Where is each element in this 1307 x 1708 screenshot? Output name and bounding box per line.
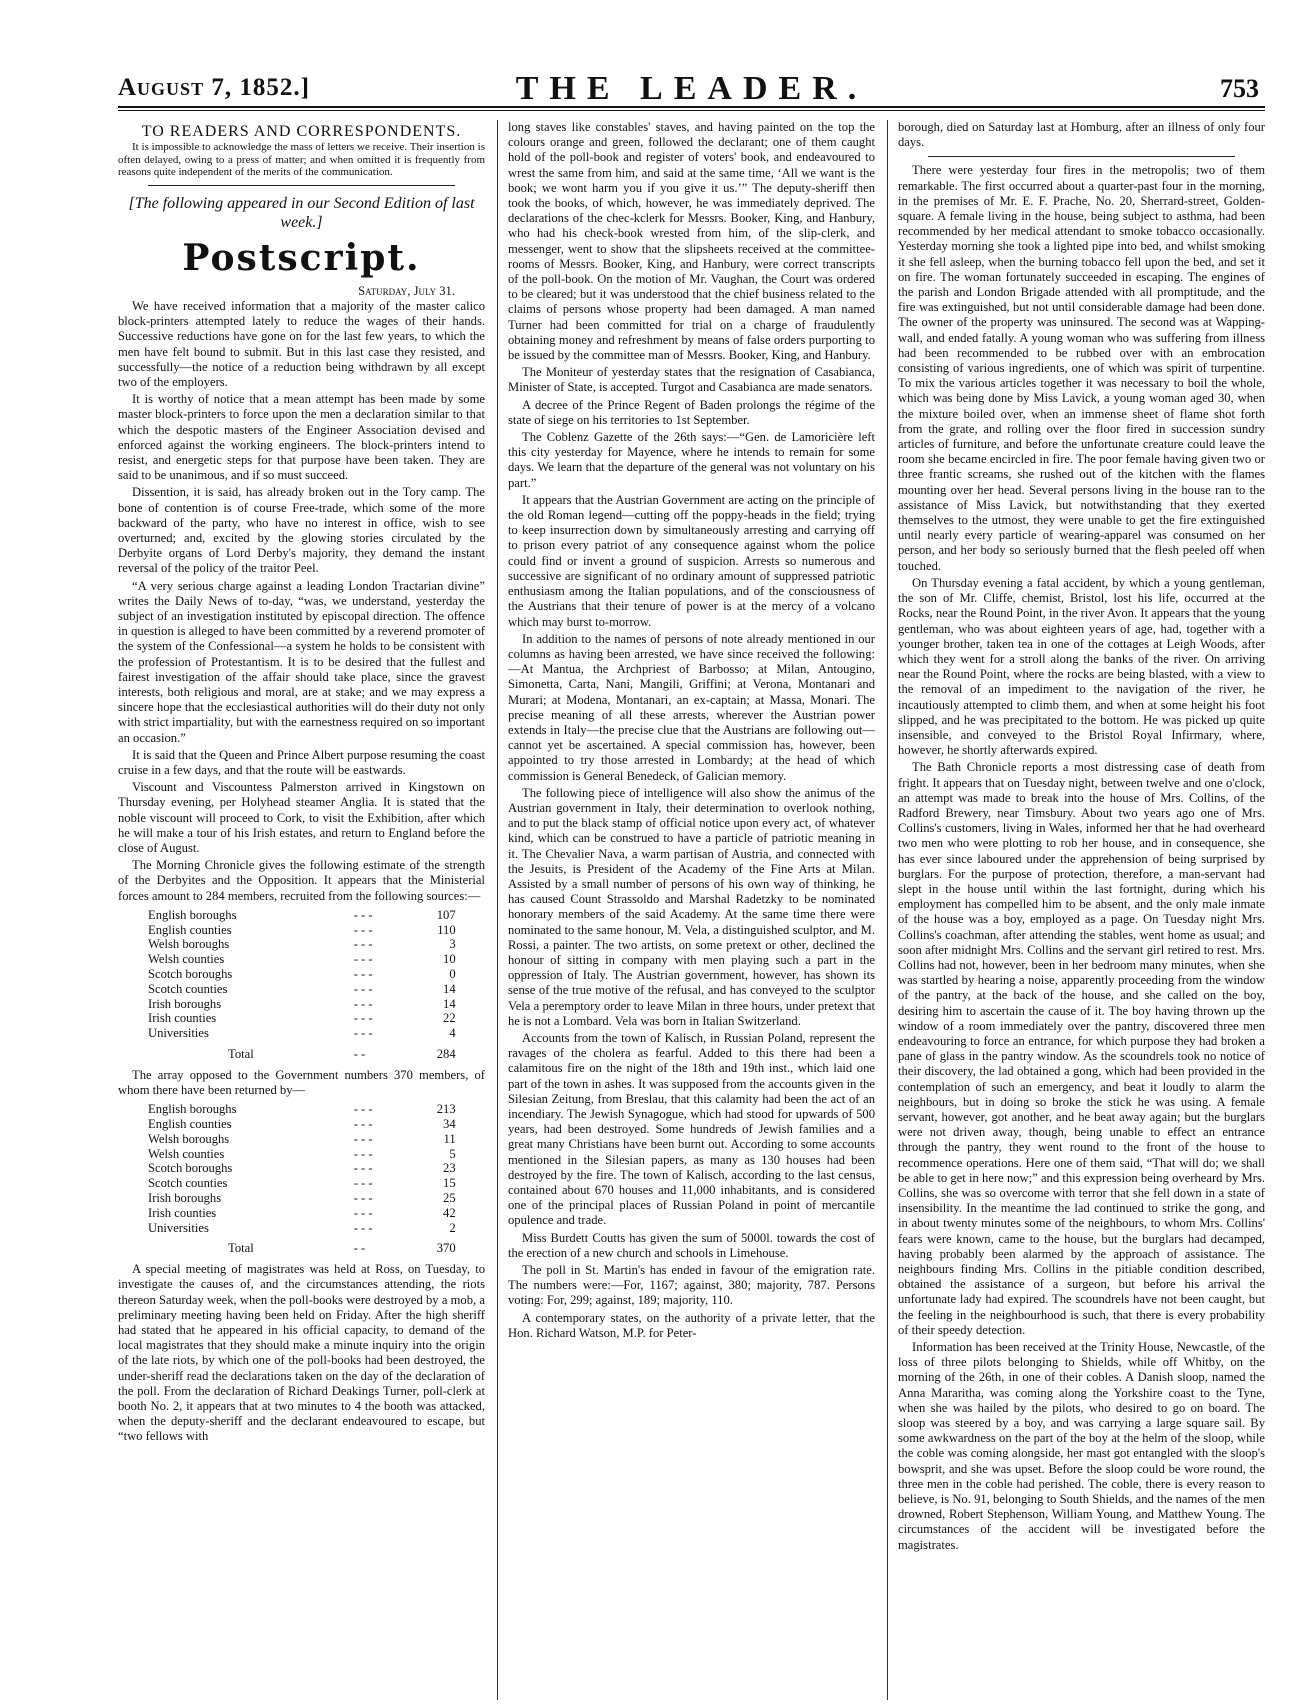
table-row	[148, 1206, 485, 1221]
row-label: Welsh boroughs	[148, 1131, 230, 1146]
row-label: English boroughs	[148, 1102, 237, 1117]
article-paragraph: It is said that the Queen and Prince Albert purpose resuming the coast cruise in a few days, and that the route will be eastwards.	[118, 747, 485, 777]
row-label: Irish counties	[148, 1011, 217, 1026]
postscript-heading: Postscript.	[182, 236, 421, 279]
row-dots: - - -	[353, 1190, 373, 1205]
table-row	[148, 1132, 485, 1147]
row-value: 22	[443, 1011, 456, 1026]
total-label: Total	[228, 1241, 254, 1256]
row-value: 3	[449, 937, 456, 952]
row-label: Welsh counties	[148, 952, 225, 967]
row-label: English counties	[148, 922, 232, 937]
row-value: 11	[443, 1131, 456, 1146]
row-value: 14	[443, 981, 456, 996]
row-label: Scotch counties	[148, 981, 228, 996]
row-dots: - - -	[353, 952, 373, 967]
row-value: 10	[443, 952, 456, 967]
divider	[148, 185, 455, 186]
readers-notice: It is impossible to acknowledge the mass of letters we receive. Their insertion is often delayed, owing to a press of matter; and when omitted it is frequently from reasons quite independent of the merits of the communication.	[118, 141, 485, 179]
row-dots: - - -	[353, 1026, 373, 1041]
row-label: Irish boroughs	[148, 996, 222, 1011]
table-row	[148, 1117, 485, 1132]
row-label: Welsh counties	[148, 1146, 225, 1161]
article-paragraph: The Morning Chronicle gives the following estimate of the strength of the Derbyites and the Opposition. It appears that the Ministerial forces amount to 284 members, recruited from the following sources:—	[118, 858, 485, 903]
table-row	[148, 1176, 485, 1191]
row-value: 107	[436, 907, 456, 922]
article-paragraph: In addition to the names of persons of note already mentioned in our columns as having been arrested, we have since received the following:—At Mantua, the Archpriest of Barbosso; at Milan, Antougino, Simonetta, Carta, Nani, Mangili, Griffini; at Verona, Montanari and Murari; at Modena, Montanari, an ex-captain; at Massa, Monari. The precise meaning of all these arrests, wherever the Austrian power extends in Italy—the precise clue that the Austrians are following out—cannot yet be ascertained. A special commission has, however, been appointed to try those arrested in Lombardy; at the head of which commission is General Benedeck, of Galician memory.	[508, 631, 875, 783]
article-paragraph: On Thursday evening a fatal accident, by which a young gentleman, the son of Mr. Cliffe, chemist, Bristol, lost his life, occurred at the Rocks, near the Round Point, in the river Avon. It appears that the young gentleman, who was about eighteen years of age, had, together with a younger brother, taken tea in one of the cottages at Leigh Woods, after which they went for a stroll along the banks of the river. On arriving near the Round Point, where the rocks are being blasted, with a view to the removal of an impediment to the navigation of the river, he incautiously attempted to climb them, and when at some height his foot slipped, and he was precipitated to the bottom. He was picked up quite insensible, and conveyed to the Bristol Royal Infirmary, where, however, he shortly afterwards expired.	[898, 575, 1265, 758]
table-row	[148, 952, 485, 967]
row-label: Scotch counties	[148, 1176, 228, 1191]
row-value: 2	[449, 1220, 456, 1235]
table-row	[148, 982, 485, 997]
table-row	[148, 1191, 485, 1206]
row-label: Universities	[148, 1220, 209, 1235]
row-label: Irish boroughs	[148, 1190, 222, 1205]
row-dots: - - -	[353, 1102, 373, 1117]
article-paragraph: A special meeting of magistrates was held at Ross, on Tuesday, to investigate the causes of, and the circumstances attending, the riots thereon Saturday week, when the poll-books were destroyed by a mob, a preliminary meeting having been held on Friday. After the high sheriff had stated that he appeared in his official capacity, to demand of the local magistrates that they should make a minute inquiry into the origin of the late riots, by which one of the poll-books had been destroyed, the under-sheriff read the declarations taken on the day of the declaration of the poll. From the declaration of Richard Deakings Turner, poll-clerk at booth No. 2, it appears that at two minutes to 4 the booth was attacked, when the deputy-sheriff and the declarant endeavoured to escape, but “two fellows with	[118, 1262, 485, 1444]
article-paragraph: Information has been received at the Trinity House, Newcastle, of the loss of three pilots belonging to Shields, while off Whitby, on the morning of the 26th, in one of their cobles. A Danish sloop, named the Anna Mararitha, was coming along the Yorkshire coast to the Tyne, when she was hailed by the pilots, who desired to go on board. The sloop was steered by a boy, and was carrying a large square sail. By some awkwardness on the part of the boy at the helm of the sloop, while the coble was coming alongside, her mast got entangled with the sloop's bowsprit, and she was upset. Before the sloop could be wore round, the three men in the coble had perished. The coble, there is every reason to believe, is No. 91, belonging to South Shields, and the names of the men drowned, Robert Stephenson, William Young, and Matthew Young. The circumstances of the accident will be investigated before the magistrates.	[898, 1340, 1265, 1552]
row-label: Universities	[148, 1026, 209, 1041]
columns	[118, 120, 1265, 1700]
row-dots: - - -	[353, 967, 373, 982]
table-total-row	[148, 1235, 485, 1256]
column-1	[118, 120, 485, 1700]
table-row	[148, 1221, 485, 1236]
article-paragraph: The poll in St. Martin's has ended in favour of the emigration rate. The numbers were:—For, 1167; against, 380; majority, 787. Persons voting: For, 299; against, 189; majority, 110.	[508, 1263, 875, 1308]
row-dots: - -	[353, 1047, 366, 1061]
row-dots: - - -	[353, 1220, 373, 1235]
row-dots: - - -	[353, 937, 373, 952]
row-label: Irish counties	[148, 1205, 217, 1220]
article-paragraph: A contemporary states, on the authority of a private letter, that the Hon. Richard Watson, M.P. for Peter-	[508, 1310, 875, 1340]
column-3	[887, 120, 1265, 1700]
opposition-table	[148, 1102, 485, 1256]
article-paragraph: “A very serious charge against a leading London Tractarian divine” writes the Daily News of to-day, “was, we understand, yesterday the subject of an investigation instituted by episcopal direction. The offence in question is alleged to have been committed by a reverend promoter of the system of the Confessional—a system he holds to be consistent with the profession of Protestantism. It is to be desired that the fullest and fairest investigation of the affair should take place, since the gravest interests, both religious and moral, are at stake; and we may express a sincere hope that the ecclesiastical authorities will do their duty not only with strict impartiality, but with the earnestness required on so important an occasion.”	[118, 578, 485, 745]
masthead	[118, 44, 1265, 107]
column-2	[497, 120, 875, 1700]
table-row	[148, 1011, 485, 1026]
row-dots: - -	[353, 1241, 366, 1256]
total-label: Total	[228, 1047, 254, 1061]
row-value: 5	[449, 1146, 456, 1161]
row-dots: - - -	[353, 1146, 373, 1161]
row-label: Welsh boroughs	[148, 937, 230, 952]
divider	[928, 156, 1235, 157]
row-value: 213	[436, 1102, 456, 1117]
table-row	[148, 937, 485, 952]
row-label: Scotch boroughs	[148, 1161, 233, 1176]
article-paragraph: We have received information that a majority of the master calico block-printers attempted lately to reduce the wages of their hands. Successive reductions have gone on for the last few years, to which the men have felt bound to submit. But in this last case they resisted, and successfully—the notice of a reduction being withdrawn by all except two of the employers.	[118, 298, 485, 389]
total-value: 370	[436, 1241, 456, 1256]
article-paragraph: There were yesterday four fires in the metropolis; two of them remarkable. The first occurred about a quarter-past four in the morning, in the premises of Mr. E. F. Prache, No. 20, Sherrard-street, Golden-square. A female living in the house, being subject to asthma, had been recommended by her medical attendant to smoke tobacco occasionally. Yesterday morning she took a lighted pipe into bed, and whilst smoking it she fell asleep, when the burning tobacco fell upon the bed, and set it on fire. The woman fortunately succeeded in escaping. The engines of the parish and London Brigade attended with all promptitude, and the fire was extinguished, but not until considerable damage had been done. The owner of the property was uninsured. The second was at Wapping-wall, and ended fatally. A young woman who was suffering from illness had been recommended to be rubbed over with an embrocation consisting of various ingredients, one of which was spirit of turpentine. To mix the various articles together it was necessary to boil the whole, which was being done by Miss Lavick, a young woman aged 30, when the mixture boiled over, when an immense sheet of flame shot forth from the grate, and rolling over the floor fired in succession sundry articles of furniture, and before the unfortunate creature could leave the room she became encircled in fire. The poor female having given two or three frantic screams, she rushed out of the kitchen with the flames mounting over her head. Several persons living in the house ran to the assistance of Miss Lavick, but notwithstanding that they exerted themselves to the utmost, they were unable to get the fire extinguished until nearly every particle of wearing-apparel was consumed on her person, and her body so seriously burned that the flesh peeled off when touched.	[898, 163, 1265, 573]
article-paragraph: It is worthy of notice that a mean attempt has been made by some master block-printers to force upon the men a declaration similar to that which the despotic masters of the Engineer Association devised and enforced against the working engineers. The block-printers intend to resist, and energetic steps for that purpose have been taken. They are said to be unanimous, and if so must succeed.	[118, 392, 485, 483]
row-label: English boroughs	[148, 907, 237, 922]
row-dots: - - -	[353, 996, 373, 1011]
row-dots: - - -	[353, 1161, 373, 1176]
row-value: 0	[449, 967, 456, 982]
article-paragraph: A decree of the Prince Regent of Baden prolongs the régime of the state of siege on his territories to 1st September.	[508, 397, 875, 427]
article-paragraph: Viscount and Viscountess Palmerston arrived in Kingstown on Thursday evening, per Holyhead steamer Anglia. It is stated that the noble viscount will proceed to Cork, to visit the Exhibition, after which he will make a tour of his Irish estates, and return to England before the close of August.	[118, 780, 485, 856]
row-dots: - - -	[353, 981, 373, 996]
article-paragraph: The array opposed to the Government numbers 370 members, of whom there have been returned by—	[118, 1067, 485, 1097]
table-row	[148, 997, 485, 1012]
table-row	[148, 1026, 485, 1041]
article-paragraph: It appears that the Austrian Government are acting on the principle of the old Roman legend—cutting off the poppy-heads in the field; trying to keep insurrection down by simultaneously arresting and carrying off to prison every patriot of any consequence against whom the police could find or invent a ground of suspicion. Arrests so numerous and successive are significant of no ordinary amount of suppressed patriotic enthusiasm among the Italian populations, and of the consciousness of the Austrians that their tenure of power is at the mercy of a volcano which may burst to-morrow.	[508, 492, 875, 629]
row-value: 15	[443, 1176, 456, 1191]
article-paragraph: The Moniteur of yesterday states that the resignation of Casabianca, Minister of State, is accepted. Turgot and Casabianca are made senators.	[508, 365, 875, 395]
table-row	[148, 908, 485, 923]
table-total-row	[148, 1041, 485, 1062]
dateline: Saturday, July 31.	[358, 283, 455, 298]
table-row	[148, 1147, 485, 1162]
masthead-rule-thin	[118, 110, 1265, 111]
row-value: 14	[443, 996, 456, 1011]
page-number: 753	[1220, 74, 1259, 103]
total-value: 284	[436, 1047, 456, 1061]
article-paragraph: long staves like constables' staves, and having painted on the top the colours orange and green, followed the declarant; one of them caught hold of the poll-book and register of voters' book, and endeavoured to wrest the same from him, and said at the same time, ‘All we want is the book; we wont harm you if you give it us.’” The deputy-sheriff then took the books, of which, however, he was immediately deprived. The declarations of the chec-kclerk for Messrs. Booker, King, and Hanbury, who had his check-book wrested from him, of the slip-clerk, and messenger, went to show that the slipsheets received at the committee-rooms of Messrs. Booker, King, and Hanbury, were correct transcripts of the poll-book. On the motion of Mr. Vaughan, the Court was ordered to be cleared; but it was understood that the chief business related to the claims of persons whose property had been damaged. A man named Turner had been committed for trial on a charge of fraudulently obtaining money and refreshment by means of false orders purporting to be issued by the committee man of Messrs. Booker, King, and Hanbury.	[508, 120, 875, 363]
newspaper-title: THE LEADER.	[515, 70, 868, 107]
row-dots: - - -	[353, 1117, 373, 1131]
row-value: 42	[443, 1205, 456, 1220]
row-label: Scotch boroughs	[148, 967, 233, 982]
row-value: 110	[437, 922, 456, 937]
article-paragraph: The following piece of intelligence will also show the animus of the Austrian government in Italy, their determination to overlook nothing, and to put the black stamp of official notice upon every act, of whatever kind, which can be construed to have a particle of patriotic meaning in it. The Chevalier Nava, a warm partisan of Austria, and connected with the Jesuits, is President of the Academy of the Fine Arts at Milan. Assisted by a small number of persons of his own way of thinking, he has caused Count Strassoldo and Marshal Radetzky to be nominated honorary members of the said Academy. At the same time there were nominated to the same honour, M. Vela, a distinguished sculptor, and M. Rossi, a painter. The two artists, on some pretext or other, declined the honour of sitting in company with men playing such a part in the oppression of Italy. The Austrian government, however, has shown its sense of the true motive of the refusal, and has conveyed to the sculptor Vela a peremptory order to leave Milan in three hours, under pretext that he is not a Lombard. Vela was born in Italian Switzerland.	[508, 785, 875, 1028]
masthead-rule	[118, 106, 1265, 108]
article-paragraph: borough, died on Saturday last at Homburg, after an illness of only four days.	[898, 120, 1265, 150]
table-row	[148, 1161, 485, 1176]
table-row	[148, 923, 485, 938]
row-value: 34	[443, 1117, 456, 1131]
article-paragraph: The Coblenz Gazette of the 26th says:—“Gen. de Lamoricière left this city yesterday for Mayence, where he intends to remain for some days. We learn that the departure of the general was not voluntary on his part.”	[508, 430, 875, 490]
row-value: 25	[443, 1190, 456, 1205]
row-label: English counties	[148, 1117, 232, 1131]
ministerial-table	[148, 908, 485, 1062]
issue-date: August 7, 1852.]	[118, 74, 310, 101]
article-paragraph: Accounts from the town of Kalisch, in Russian Poland, represent the ravages of the cholera as fearful. Added to this there had been a calamitous fire on the night of the 18th and 19th inst., which laid one part of the town in ashes. It was supposed from the accounts given in the Silesian Zeitung, from Breslau, that this calamity had been the act of an incendiary. The Jewish Synagogue, which had stood for upwards of 500 years, had been destroyed. Some hundreds of Jewish families and a great many Christians have been burnt out. According to some accounts mentioned in the Silesian papers, as many as 130 houses had been destroyed by the fire. The town of Kalisch, according to the last census, contained about 670 houses and 11,000 inhabitants, and is considered one of the principal places of Russian Poland in point of mercantile opulence and trade.	[508, 1030, 875, 1228]
table-row	[148, 967, 485, 982]
row-dots: - - -	[353, 1131, 373, 1146]
row-dots: - - -	[353, 922, 373, 937]
table-row	[148, 1102, 485, 1117]
row-dots: - - -	[353, 907, 373, 922]
article-paragraph: Dissention, it is said, has already broken out in the Tory camp. The bone of contention is of course Free-trade, which some of the more backward of the party, who have no interest in office, wish to see overturned; and, excited by the glowing stories circulated by the Derbyite organs of Lord Derby's majority, they demand the instant reversal of the policy of the traitor Peel.	[118, 485, 485, 576]
row-dots: - - -	[353, 1205, 373, 1220]
row-value: 23	[443, 1161, 456, 1176]
article-paragraph: Miss Burdett Coutts has given the sum of 5000l. towards the cost of the erection of a new church and schools in Limehouse.	[508, 1230, 875, 1260]
row-dots: - - -	[353, 1011, 373, 1026]
readers-heading: TO READERS AND CORRESPONDENTS.	[141, 123, 462, 140]
row-dots: - - -	[353, 1176, 373, 1191]
article-paragraph: The Bath Chronicle reports a most distressing case of death from fright. It appears that on Tuesday night, between twelve and one o'clock, an attempt was made to break into the house of Mrs. Collins, of the Radford Brewery, near Timsbury. About two years ago one of Mrs. Collins's customers, living in Wales, informed her that he had overheard two men who were plotting to rob her house, and in consequence, she has ever since laboured under the apprehension of being surprised by burglars. For the purpose of protection, therefore, a man-servant had slept in the house until within the last fortnight, during which his employment has compelled him to be absent, and the only male inmate of the house was a boy, employed as a page. On Tuesday night Mrs. Collins's coachman, after attending the stables, went home as usual; and soon after midnight Mrs. Collins and the servant girl retired to rest. Mrs. Collins had not, however, been in her bedroom many minutes, when she was startled by hearing a noise, apparently proceeding from the window of the pantry, at the back of the house, and she called on the boy, desiring him to ascertain the cause of it. The boy having thrown up the window of a room immediately over the pantry, discovered three men endeavouring to force an entrance, for which purpose they had broken a pane of glass in the pantry window. As the scoundrels took no notice of their discovery, the lad obtained a gong, which had been provided in the contemplation of such an emergency, and beat it loudly to alarm the neighbours, but in doing so broke the stick he was using. A female servant, however, got another, and he beat away again; but the burglars were not driven away, though, being unable to effect an entrance through the pantry, they went round to the front of the house to recommence operations. Here one of them said, “That will do; we shall be able to get in here now;” and this expression being overheard by Mrs. Collins, she was so overcome with terror that she fell down in a state of insensibility. In the meantime the lad continued to strike the gong, and in about twenty minutes some of the neighbours, to whom Mrs. Collins' fears were known, came to the house, but the burglars had decamped, having probably been alarmed by the approach of assistance. The neighbours finding Mrs. Collins in the pitiable condition described, obtained the assistance of a surgeon, but before his arrival the unfortunate lady had expired. The scoundrels have not been caught, but the feeling in the neighbourhood is such, that there is every probability of their speedy detection.	[898, 760, 1265, 1337]
edition-note: [The following appeared in our Second Edition of last week.]	[128, 194, 475, 231]
row-value: 4	[449, 1026, 456, 1041]
